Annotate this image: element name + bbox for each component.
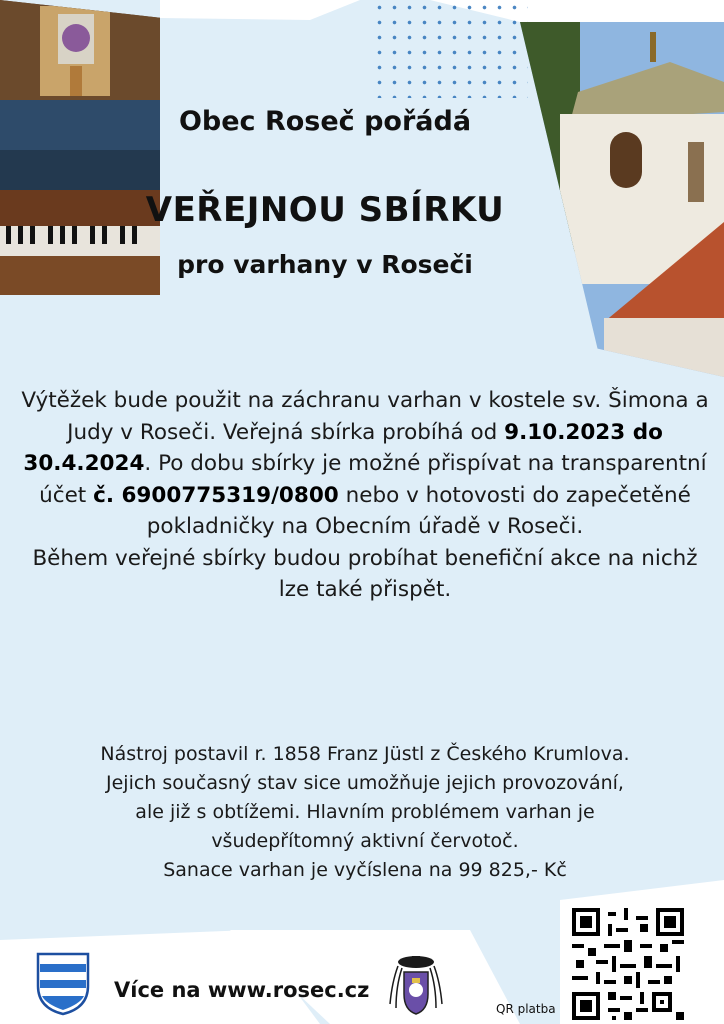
history-line: Jejich současný stav sice umožňuje jejich provozování, xyxy=(106,772,624,794)
info-text-3: nebo v hotovosti do zapečetěné pokladničky na Obecním úřadě v Roseči. xyxy=(146,482,691,539)
benefit-events-text: Během veřejné sbírky budou probíhat benefiční akce na nichž lze také přispět. xyxy=(32,545,698,602)
info-text-1: Výtěžek bude použit na záchranu varhan v kostele sv. Šimona a Judy v Roseči. Veřejná sbírka probíhá od xyxy=(21,388,709,445)
page-title: VEŘEJNOU SBÍRKU xyxy=(145,190,505,230)
decorative-dots xyxy=(372,0,528,98)
website-link[interactable]: Více na www.rosec.cz xyxy=(114,978,370,1002)
qr-label: QR platba xyxy=(496,1002,556,1016)
history-line: ale již s obtížemi. Hlavním problémem varhan je xyxy=(135,801,595,823)
collection-info xyxy=(20,385,710,606)
qr-payment-code[interactable] xyxy=(572,908,684,1020)
parish-coat-of-arms-icon xyxy=(386,952,446,1018)
history-line: Nástroj postavil r. 1858 Franz Jüstl z Českého Krumlova. xyxy=(100,743,630,765)
page-subtitle: pro varhany v Roseči xyxy=(177,250,473,279)
info-text-2: . Po dobu sbírky je možné přispívat na transparentní účet xyxy=(39,451,707,508)
collection-dates: 9.10.2023 do 30.4.2024 xyxy=(23,419,663,476)
organizer-line: Obec Roseč pořádá xyxy=(178,106,472,137)
account-number: č. 6900775319/0800 xyxy=(93,482,339,508)
organ-history xyxy=(20,740,710,885)
repair-cost-line: Sanace varhan je vyčíslena na 99 825,- Kč xyxy=(163,859,567,881)
village-coat-of-arms-icon xyxy=(36,952,90,1016)
history-line: všudepřítomný aktivní červotoč. xyxy=(211,830,519,852)
